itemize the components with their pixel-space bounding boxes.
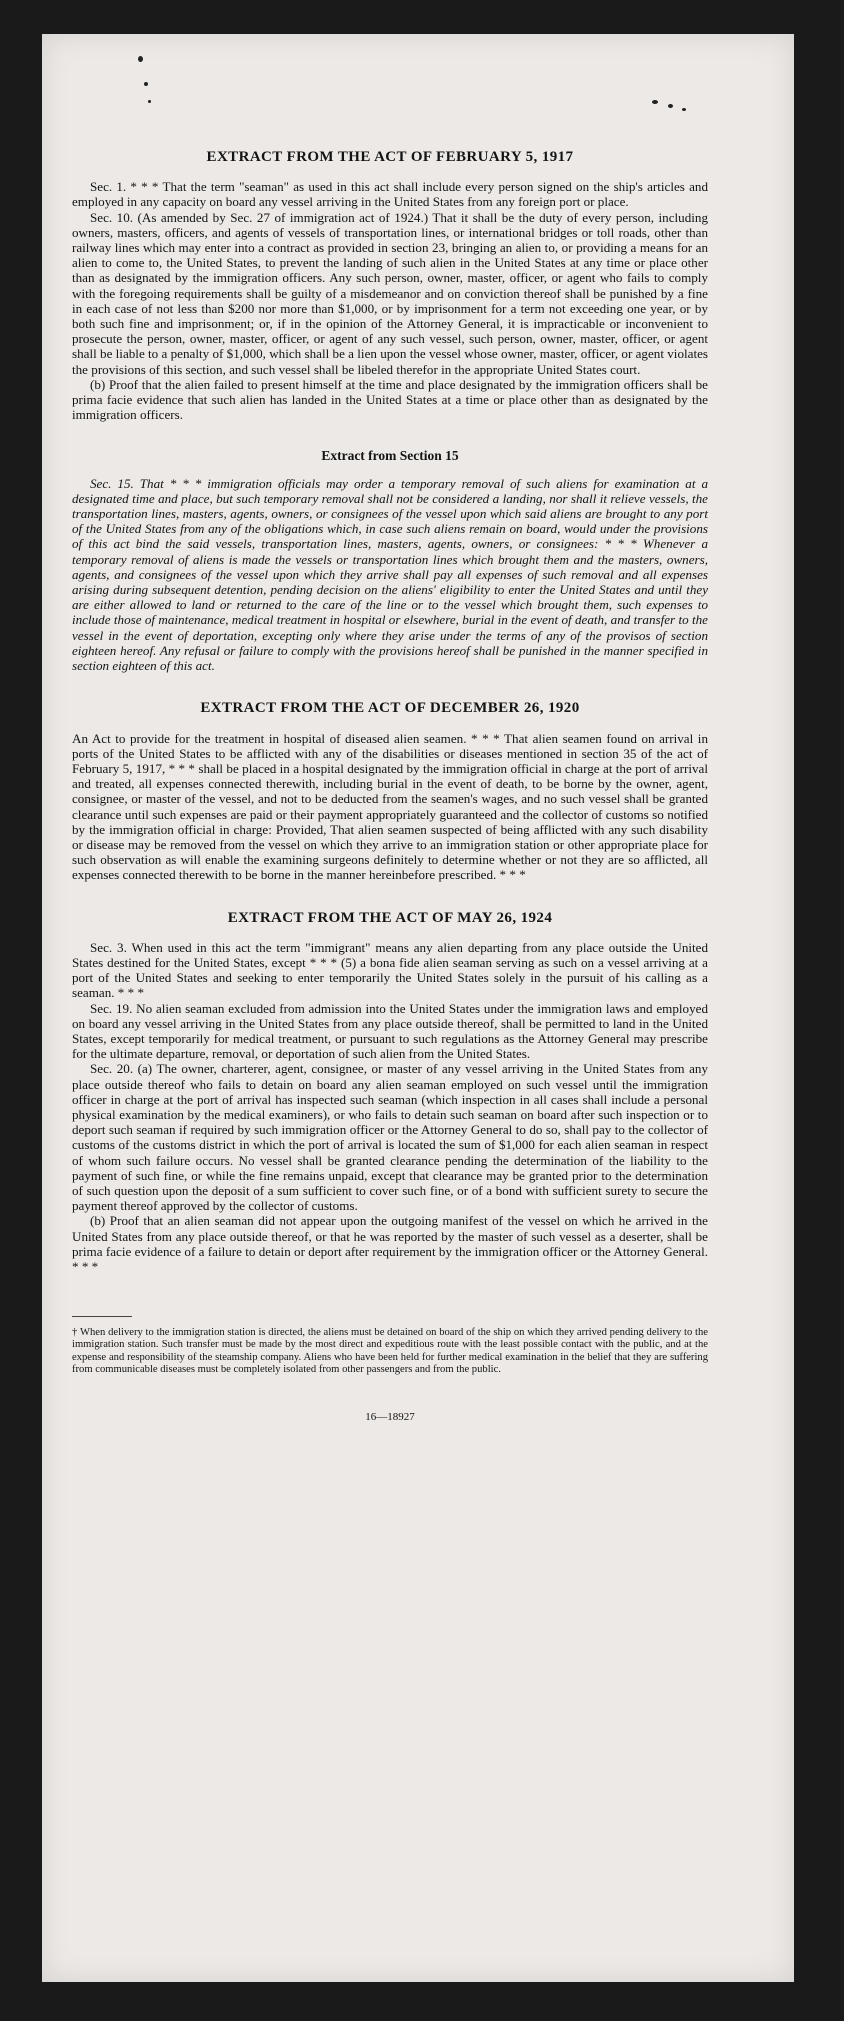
heading-act-feb-1917: EXTRACT FROM THE ACT OF FEBRUARY 5, 1917 (206, 149, 574, 165)
paragraph-sec-20-b: (b) Proof that an alien seaman did not appear upon the outgoing manifest of the vessel on which he arrived in the United States from any place outside thereof, or that he was reported by the master of such vessel as a deserter, shall be prima facie evidence of a failure to detain or deport after requirement by the immigration officer or the Attorney General. * * * (72, 1213, 708, 1274)
paragraph-sec-15: Sec. 15. That * * * immigration officials may order a temporary removal of such aliens for examination at a designated time and place, but such temporary removal shall not be considered a landing, nor shall it relieve vessels, the transportation lines, masters, agents, owners, or consignees of the vessel upon which said aliens are brought to any port of the United States from any of the obligations which, in case such aliens remain on board, would under the provisions of this act bind the said vessels, transportation lines, masters, agents, owners, or consignees: * * * Whenever a temporary removal of aliens is made the vessels or transportation lines which brought them and the masters, owners, agents, and consignees of the vessel upon which they arrive shall pay all expenses of such removal and all expenses arising during subsequent detention, pending decision on the aliens' eligibility to enter the United States and until they are either allowed to land or returned to the care of the line or to the vessel which brought them, such expenses to include those of maintenance, medical treatment in hospital or elsewhere, burial in the event of death, and transfer to the vessel in the event of deportation, excepting only where they arise under the terms of any of the provisos of section eighteen hereof. Any refusal or failure to comply with the provisions hereof shall be punished in the manner specified in section eighteen of this act. (72, 475, 708, 674)
footnote-divider (72, 1316, 132, 1317)
paragraph-sec-3: Sec. 3. When used in this act the term "immigrant" means any alien departing from any place outside the United States destined for the United States, except * * * (5) a bona fide alien seaman serving as such on a vessel arriving at a port of the United States and seeking to enter temporarily the United States solely in the pursuit of his calling as a seaman. * * * (72, 939, 708, 1001)
page-number: 16—18927 (365, 1411, 415, 1424)
scan-speck (148, 100, 151, 103)
scan-speck (144, 82, 148, 86)
scan-speck (682, 108, 686, 111)
heading-act-dec-1920: EXTRACT FROM THE ACT OF DECEMBER 26, 1920 (200, 700, 580, 717)
scan-speck (668, 104, 673, 108)
paragraph-sec-19: Sec. 19. No alien seaman excluded from admission into the United States under the immigration laws and employed on board any vessel arriving in the United States from any place outside thereof, shall be permitted to land in the United States, except temporarily for medical treatment, or pursuant to such regulations as the Attorney General may prescribe for the ultimate departure, removal, or deportation of such alien from the United States. (72, 1000, 708, 1062)
paragraph-sec-10-b: (b) Proof that the alien failed to present himself at the time and place designated by the immigration officers shall be prima facie evidence that such alien has landed in the United States at a time or place other than as designated by the immigration officers. (72, 376, 708, 423)
scan-speck (138, 56, 143, 62)
paragraph-sec-20-a: Sec. 20. (a) The owner, charterer, agent, consignee, or master of any vessel arriving in the United States from any place outside thereof who fails to detain on board any alien seaman employed on such vessel until the immigration officer in charge at the port of arrival has inspected such seaman (which inspection in all cases shall include a personal physical examination by the medical examiners), or who fails to detain such seaman on board after such inspection or to deport such seaman if required by such immigration officer or the Attorney General to do so, shall pay to the collector of customs of the customs district in which the port of arrival is located the sum of $1,000 for each alien seaman in respect of whom such failure occurs. No vessel shall be granted clearance pending the determination of the liability to the payment of such fine, or while the fine remains unpaid, except that clearance may be granted prior to the determination of such question upon the deposit of a sum sufficient to cover such fine, or of a bond with sufficient surety to secure the payment thereof approved by the collector of customs. (72, 1061, 708, 1214)
paragraph-sec-10: Sec. 10. (As amended by Sec. 27 of immigration act of 1924.) That it shall be the duty of every person, including owners, masters, officers, and agents of vessels of transportation lines, or international bridges or toll roads, other than railway lines which may enter into a contract as provided in section 23, bringing an alien to, or providing a means for an alien to come to, the United States, to prevent the landing of such alien in the United States at any time or place other than as designated by the immigration officers. Any such person, owner, master, officer, or agent who fails to comply with the foregoing requirements shall be guilty of a misdemeanor and on conviction thereof shall be punished by a fine in each case of not less than $200 nor more than $1,000, or by imprisonment for a term not exceeding one year, or by both such fine and imprisonment; or, if in the opinion of the Attorney General, it is impracticable or inconvenient to prosecute the person, owner, master, officer, or agent of any such vessel, such person, owner, master, officer, or agent shall be liable to a penalty of $1,000, which shall be a lien upon the vessel whose owner, master, officer, or agent violates the provisions of this section, and such vessel shall be libeled therefor in the appropriate United States court. (72, 209, 708, 377)
scan-speck (652, 100, 658, 104)
heading-section-15: Extract from Section 15 (321, 448, 459, 464)
heading-act-may-1924: EXTRACT FROM THE ACT OF MAY 26, 1924 (227, 909, 553, 926)
footnote: † When delivery to the immigration station is directed, the aliens must be detained on board of the ship on which they arrived pending delivery to the immigration station. Such transfer must be made by the most direct and expeditious route with the least possible contact with the public, and at the expense and responsibility of the steamship company. Aliens who have been held for further medical examination in the belief that they are suffering from communicable diseases must be completely isolated from other passengers and from the public. (72, 1327, 708, 1375)
paragraph-hospital-act: An Act to provide for the treatment in hospital of diseased alien seamen. * * * That alien seamen found on arrival in ports of the United States to be afflicted with any of the disabilities or diseases mentioned in section 35 of the act of February 5, 1917, * * * shall be placed in a hospital designated by the immigration official in charge at the port of arrival and treated, all expenses connected therewith, including burial in the event of death, to be borne by the owner, agent, consignee, or master of the vessel, and not to be deducted from the seamen's wages, and no such vessel shall be granted clearance until such expenses are paid or their payment appropriately guaranteed and the collector of customs so notified by the immigration official in charge: Provided, That alien seamen suspected of being afflicted with any such disability or disease may be removed from the vessel on which they arrive to an immigration station or other appropriate place for such observation as will enable the examining surgeons definitely to determine whether or not they are so afflicted, all expenses connected therewith to be borne in the manner hereinbefore prescribed. * * * (72, 730, 708, 883)
document-body (72, 150, 708, 1425)
paragraph-sec-1: Sec. 1. * * * That the term "seaman" as used in this act shall include every person signed on the ship's articles and employed in any capacity on board any vessel arriving in the United States from any foreign port or place. (72, 179, 708, 210)
